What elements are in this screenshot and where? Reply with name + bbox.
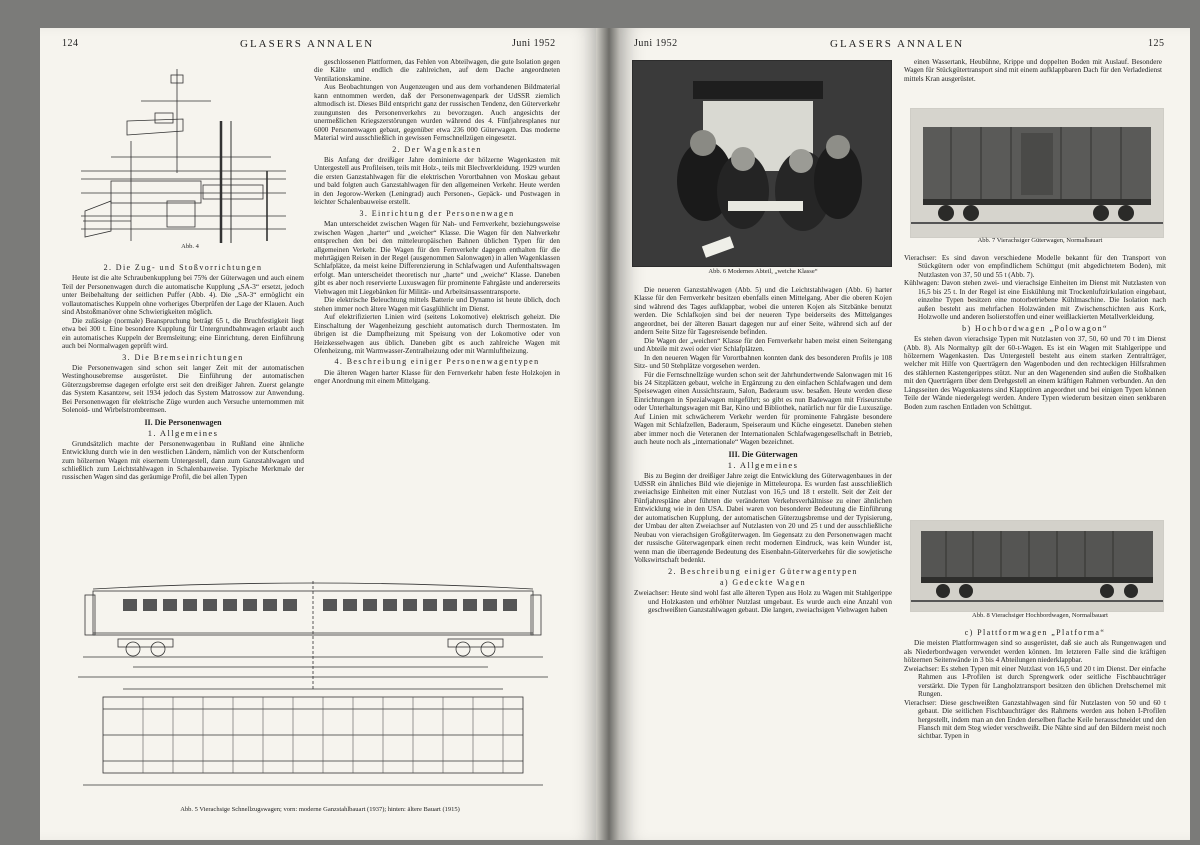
section-heading: 3. Einrichtung der Personenwagen [359,208,515,218]
passenger-car-drawing [62,576,564,803]
chapter-heading: III. Die Güterwagen [728,449,798,459]
chapter-heading: II. Die Personenwagen [144,417,222,427]
left-column-1 [62,261,304,482]
paragraph: Es stehen davon vierachsige Typen mit Nutzlasten von 37, 50, 60 und 70 t im Dienst (Abb. 8). Als Normaltyp gilt der 60-t-Wagen. Es ist ein Wagen mit Stahlgerippe und hölzernem Wagenkasten. Das Untergestell besteht aus einem starken Zentralträger, welcher mit Hilfe von Querträgern den Wagenboden und den rechteckigen Hilfsrahmen des stählernen Kastengerippes stützt. Nur an den Wagenenden sind außen die Stoßbalken mit den Querträgern über dem Drehgestell an einem kräftigen Rahmen verbunden. An den Längsseiten des Wagenkastens sind Klapptüren angeordnet und bei einigen Typen können Teile der Wände niedergelegt werden. Andere Typen wiederum besitzen einen senkbaren Boden zum raschen Entladen von Schüttgut. [904,335,1166,411]
section-heading: 4. Beschreibung einiger Personenwagentypen [334,357,540,367]
left-column-2 [314,58,560,386]
section-heading: 2. Beschreibung einiger Güterwagentypen [668,566,858,576]
left-page [40,28,598,840]
fig6-caption: Abb. 6 Modernes Abteil, „weiche Klasse“ [708,268,818,275]
page-number-left: 124 [62,38,79,49]
paragraph: Die neueren Ganzstahlwagen (Abb. 5) und die Leichtstahlwagen (Abb. 6) harter Klasse für den Fernverkehr besitzen ebenfalls einen Mittelgang. Aber die oberen Kojen sind während des Tages aufklappbar, wobei die unteren Kojen als Sitzbänke benutzt werden. Die Schlafkojen sind bei der neueren Type beiderseits des Mittelganges angeordnet, bei der älteren Bauart dagegen nur auf einer Seite, während sich auf der andern Seite Sitze für Tagesreisende befinden. [634,286,892,337]
paragraph: Zweiachser: Es stehen Typen mit einer Nutzlast von 16,5 und 20 t im Dienst. Der einfache Rahmen aus I-Profilen ist durch Sprengwerk oder seitliche Fischbauchträger verstärkt. Die Typen für Langholztransport besitzen den üblichen Drehschemel mit Rungen. [904,664,1166,699]
coupling-drawing [70,60,304,252]
right-column-1 [634,286,892,615]
paragraph: Zweiachser: Heute sind wohl fast alle älteren Typen aus Holz zu Wagen mit Stahlgerippe und Holzkasten und erhöhter Nutzlast umgebaut. Es wurde auch eine Anzahl von geschweißten Ganzstahlwagen gebaut. Die langen, zweiachsigen Viehwagen haben [634,589,892,615]
paragraph: Die älteren Wagen harter Klasse für den Fernverkehr haben feste Holzkojen in enger Anordnung mit einem Mittelgang. [314,368,560,386]
issue-date-left: Juni 1952 [512,38,556,49]
paragraph: Die meisten Plattformwagen sind so ausgerüstet, daß sie auch als Rungenwagen und als Niederbordwagen verwendet werden können. Im letzteren Falle sind die kräftigen hölzernen Seitenwände in 3 bis 4 Abteilungen niederklappbar. [904,639,1166,665]
section-heading: 2. Der Wagenkasten [392,144,482,154]
section-heading: b) Hochbordwagen „Polowagon“ [962,323,1108,333]
section-heading: c) Plattformwagen „Platforma“ [964,628,1106,637]
paragraph: Die zulässige (normale) Beanspruchung beträgt 65 t, die Bruchfestigkeit liegt etwa bei 300 t. Eine besondere Kupplung für Untergrundbahnwagen erlaubt auch ein automatisches Kuppeln der Bremsleitung; eine Einrichtung, deren Einführung auch bei Normalwagen geprüft wird. [62,316,304,351]
paragraph: Grundsätzlich machte der Personenwagenbau in Rußland eine ähnliche Entwicklung durch wie in den westlichen Ländern, nämlich von der Kutschenform zum hölzernen Wagen mit eisernem Untergestell, dann zum Ganzstahlwagen und schließlich zum Leichtstahlwagen in Schalenbauweise. Typische Merkmale der russischen Wagen sind das geräumige Profil, die bei allen Typen [62,439,304,482]
journal-title-left: GLASERS ANNALEN [240,38,375,50]
book-gutter [596,28,622,840]
compartment-photo [632,60,892,267]
paragraph: Kühlwagen: Davon stehen zwei- und vierachsige Einheiten im Dienst mit Nutzlasten von 16,5 bis 25 t. In der Regel ist eine Eiskühlung mit Trockenluftzirkulation eingebaut, einzelne Typen besitzen eine motorbetriebene Kühlmaschine. Die Isolation nach außen besteht aus mehrfachen Holzwänden mit Zwischenschichten aus Kork, Holzwolle und anderen Isolierstoffen und einer weißlackierten Metallverkleidung. [904,279,1166,322]
issue-date-right: Juni 1952 [634,38,678,49]
paragraph: Die elektrische Beleuchtung mittels Batterie und Dynamo ist heute üblich, doch stehen immer noch ältere Wagen mit Gasglühlicht im Dienst. [314,296,560,313]
paragraph: Bis Anfang der dreißiger Jahre dominierte der hölzerne Wagenkasten mit Untergestell aus Profileisen, teils mit Holz-, teils mit Blechverkleidung. 1929 wurden die ersten Ganzstahlwagen für die elektrischen Vorortbahnen von Moskau gebaut und bald folgten auch Ganzstahlwagen für den allgemeinen Verkehr. Heute werden in den Jegorow-Werken (Leningrad) auch Personen-, Gepäck- und Postwagen in leichter Schalenbauweise erstellt. [314,155,560,207]
paragraph: Heute ist die alte Schraubenkupplung bei 75% der Güterwagen und auch einem Teil der Personenwagen durch die automatische Kupplung „SA-3“ ersetzt, jedoch unter Beibehaltung der seitlichen Puffer (Abb. 4). Die „SA-3“ ermöglicht ein vollautomatisches Kuppeln ohne vorheriges Überprüfen der Lage der Klauen. Auch sind Abstoßmanöver ohne Schwierigkeiten möglich. [62,274,304,317]
gondola-photo [910,520,1164,612]
right-column-2-bottom [904,626,1166,741]
paragraph: Aus Beobachtungen von Augenzeugen und aus dem vorhandenen Bildmaterial kann entnommen werden, daß der Personenwagenpark der UdSSR ziemlich altmodisch ist. Dieses Bild entspricht ganz der russischen Tendenz, den Güterverkehr zuungunsten des Personenverkehrs zu bevorzugen. Auch angesichts der unermeßlichen Kriegszerstörungen wurden während des 4. Fünfjahresplanes nur 6000 Personenwagen gebaut, gegenüber etwa 236 000 Güterwagen. Das moderne Material wird ausschließlich in gewissen Fernschnellzügen eingesetzt. [314,83,560,143]
section-heading: 1. Allgemeines [727,460,799,471]
book-spread [40,28,1190,838]
window-row [123,599,517,611]
page-number-right: 125 [1148,38,1165,49]
section-heading: 1. Allgemeines [147,428,219,439]
right-page [620,28,1190,840]
fig8-caption: Abb. 8 Vierachsiger Hochbordwagen, Normalbauart [972,612,1108,619]
journal-title-right: GLASERS ANNALEN [830,38,965,50]
section-heading: a) Gedeckte Wagen [719,577,807,587]
paragraph: Man unterscheidet zwischen Wagen für Nah- und Fernverkehr, beziehungsweise zwischen Wagen „harter“ und „weicher“ Klasse. Die Wagen für den Nahverkehr entsprechen den bei den mitteleuropäischen Bahnen üblichen Typen für den allgemeinen Verkehr. Die Wagen für den Fernverkehr dagegen enthalten für die mehrtägigen Reisen in der Regel (ausgenommen Salonwagen) in allen Wagenklassen Schlafplätze, da meist keine Differenzierung in Schlafwagen und Aufenthaltswagen erfolgt. Man unterscheidet theoretisch nur „harte“ und „weiche“ Klasse. Daneben gibt es aber noch reservierte Luxuswagen für prominente Fahrgäste und andererseits Viehwagen mit Liegebänken für Militär- und Arbeitsinsassentransporte. [314,220,560,296]
paragraph: einen Wassertank, Heubühne, Krippe und doppelten Boden mit Auslauf. Besondere Wagen für Stückgütertransport sind mit einem aufklappbaren Dach für den Verladedienst mittels Kran ausgerüstet. [904,58,1162,83]
paragraph: In den neueren Wagen für Vorortbahnen konnten dank des besonderen Profils je 108 Sitz- und 50 Stehplätze vorgesehen werden. [634,353,892,371]
paragraph: Die Wagen der „weichen“ Klasse für den Fernverkehr haben meist einen Seitengang und Abteile mit zwei oder vier Schlafplätzen. [634,336,892,354]
fig5-caption: Abb. 5 Vierachsige Schnellzugswagen; vorn: moderne Ganzstahlbauart (1937); hinten: ältere Bauart (1915) [180,806,460,813]
section-heading: 2. Die Zug- und Stoßvorrichtungen [103,263,263,272]
section-heading: 3. Die Bremseinrichtungen [122,352,244,362]
boxcar-photo [910,108,1164,238]
paragraph: Für die Fernschnellzüge wurden schon seit der Jahrhundertwende Salonwagen mit 16 bis 24 Sitzplätzen gebaut, welche in Ergänzung zu den einfachen Schlafwagen und dem Speisewagen einen Aussichtsraum, Salon, Baderaum usw. besaßen. Heute werden diese Einrichtungen in Spezialwagen mitgeführt; so gibt es nun Badewagen mit Friseurstube oder Unterhaltungswagen mit Bar, Kino und Bibliothek, natürlich nur für die Luxuszüge. Auf Linien mit schwächerem Verkehr werden für prominente Fahrgäste besondere Wagen mit Schlafzellen, Baderaum, Speiseraum und Küche eingesetzt. Daneben stehen aber immer noch die Veteranen der Internationalen Schlafwagengesellschaft in Betrieb, auch heute noch als „internationale“ Wagen bezeichnet. [634,370,892,447]
right-column-2-top [904,58,1162,83]
fig7-caption: Abb. 7 Vierachsiger Güterwagen, Normalbauart [977,237,1103,244]
paragraph: geschlossenen Plattformen, das Fehlen von Abteilwagen, die gute Isolation gegen die Kälte und endlich die zahlreichen, auf dem Dache angeordneten Ventilationskamine. [314,58,560,83]
right-column-2-middle [904,254,1166,411]
paragraph: Die Personenwagen sind schon seit langer Zeit mit der automatischen Westinghousebremse ausgerüstet. Die Einführung der automatischen Güterzugsbremse dagegen erfolgte erst seit den dreißiger Jahren. Zuerst gelangte das System Kasantzew, seit 1934 jedoch das System Matrossow zur Anwendung. Bei Personenwagen für elektrische Züge wurden auch Versuche unternommen mit Solenoid- und Wirbelstrombremsen. [62,363,304,415]
fig4-caption: Abb. 4 [181,243,199,250]
paragraph: Vierachser: Diese geschweißten Ganzstahlwagen sind für Nutzlasten von 50 und 60 t gebaut. Die seitlichen Fischbauchträger des Rahmens werden aus hohen I-Profilen hergestellt, indem man an den Enden derselben flache Keile herausschneidet und den Flansch mit dem Steg wieder verschweißt. Die Nähte sind auf den Bildern meist noch sichtbar. Typen in [904,698,1166,741]
paragraph: Auf elektrifizierten Linien wird (seitens Lokomotive) elektrisch geheizt. Die Einschaltung der Wagenheizung geschieht automatisch durch Thermostaten. Im übrigen ist die Dampfheizung mit Speisung von der Lokomotive oder von Heizkesselwagen aus üblich. Daneben gibt es auch zahlreiche Wagen mit Ofenheizung, mit Warmwasser-Zentralheizung oder mit Warmluftheizung. [314,313,560,355]
paragraph: Vierachser: Es sind davon verschiedene Modelle bekannt für den Transport von Stückgütern oder von empfindlichem Schüttgut (mit abgedichtetem Boden), mit Nutzlasten von 37, 50 und 55 t (Abb. 7). [904,254,1166,279]
paragraph: Bis zu Beginn der dreißiger Jahre zeigt die Entwicklung des Güterwagenbaues in der UdSSR ein ähnliches Bild wie diejenige in Mitteleuropa. Es wurden fast ausschließlich zweiachsige Einheiten mit einer Nutzlast von 16,5 und 18 t erstellt. Seit der Zeit der Fünfjahrespläne aber führten die veränderten Verkehrsverhältnisse zu einer ähnlichen Entwicklung wie in den USA. Dabei waren von besonderer Bedeutung die Einführung der automatischen Kupplung, der automatischen Güterzugsbremse und der Typisierung, der Umbau der alten Zweiachser auf Nutzlasten von 20 und 25 t und der ausschließliche Neubau von vierachsigen Großgüterwagen. Im Gegensatz zu den Personenwagen macht der russische Güterwagenpark einen recht modernen Eindruck, was kein Wunder ist, wenn man die überragende Bedeutung des Eisenbahn-Güterverkehrs für die sowjetische Volkswirtschaft bedenkt. [634,471,892,565]
